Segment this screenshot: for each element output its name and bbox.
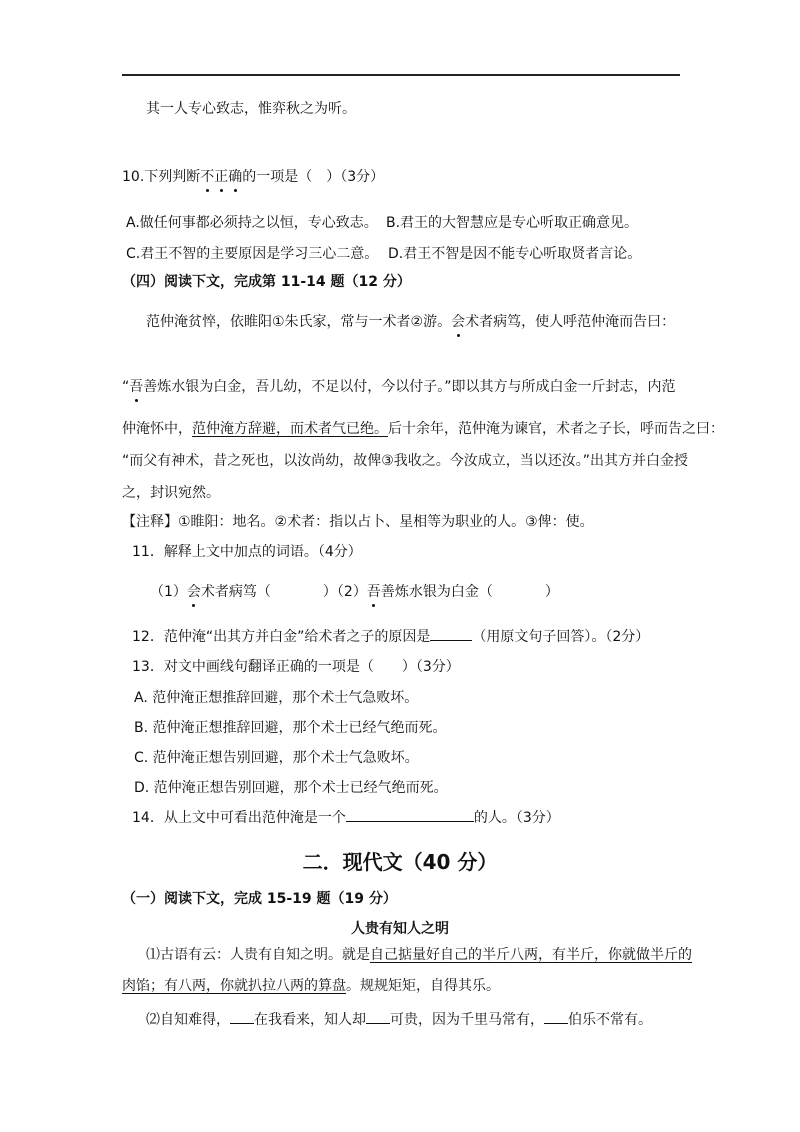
dotted-char: 不 bbox=[200, 169, 215, 185]
passage-line-1: 范仲淹贫悴，依睢阳①朱氏家，常与一术者②游。会术者病笃，使人呼范仲淹而告曰： bbox=[146, 314, 676, 330]
answer-blank[interactable] bbox=[544, 1011, 568, 1024]
dotted-char: 会 bbox=[451, 314, 466, 330]
question-14: 14．从上文中可看出范仲淹是一个 的人。（3分） bbox=[132, 810, 560, 826]
underlined-phrase: 肉馅；有八两，你就扒拉八两的算盘 bbox=[122, 978, 346, 994]
dotted-char: 吾 bbox=[129, 379, 144, 395]
passage-line-5: 之，封识宛然。 bbox=[122, 485, 220, 501]
top-line: 其一人专心致志，惟弈秋之为听。 bbox=[146, 101, 356, 117]
question-11: 11．解释上文中加点的词语。（4分） bbox=[132, 544, 362, 560]
dotted-char: 正 bbox=[214, 169, 229, 185]
question-11-items: （1）会术者病笃（ ）（2）吾善炼水银为白金（ ） bbox=[150, 584, 559, 600]
dotted-char: 吾 bbox=[366, 584, 381, 600]
top-rule bbox=[122, 74, 680, 76]
article-title: 人贵有知人之明 bbox=[351, 921, 449, 937]
section-4-heading: （四）阅读下文，完成第 11-14 题（12 分） bbox=[122, 274, 411, 290]
answer-blank[interactable] bbox=[346, 809, 474, 822]
dotted-char: 确 bbox=[228, 169, 243, 185]
q10-option-a: A.做任何事都必须持之以恒，专心致志。 bbox=[126, 215, 378, 231]
part-2-heading: 二．现代文（40 分） bbox=[302, 850, 498, 874]
answer-blank[interactable] bbox=[230, 1011, 254, 1024]
underlined-sentence: 范仲淹方辞避，而术者气已绝。 bbox=[192, 421, 388, 437]
question-10: 10.下列判断不正确的一项是（ ）（3分） bbox=[122, 169, 385, 185]
answer-blank[interactable] bbox=[430, 628, 472, 641]
q10-option-b: B.君王的大智慧应是专心听取正确意见。 bbox=[386, 215, 639, 231]
article-line-1: ⑴古语有云：人贵有自知之明。就是自己掂量好自己的半斤八两，有半斤，你就做半斤的 bbox=[146, 947, 692, 963]
q13-option-c: C. 范仲淹正想告别回避，那个术士气急败坏。 bbox=[134, 750, 419, 766]
annotation-note: 【注释】①睢阳：地名。②术者：指以占卜、星相等为职业的人。③俾：使。 bbox=[122, 514, 594, 530]
q10-option-c: C.君王不智的主要原因是学习三心二意。 bbox=[126, 246, 379, 262]
q13-option-d: D. 范仲淹正想告别回避，那个术士已经气绝而死。 bbox=[134, 780, 448, 796]
q13-option-a: A. 范仲淹正想推辞回避，那个术士气急败坏。 bbox=[134, 690, 419, 706]
passage-line-3: 仲淹怀中，范仲淹方辞避，而术者气已绝。后十余年，范仲淹为谏官，术者之子长，呼而告之曰： bbox=[122, 421, 724, 437]
passage-line-2: “吾善炼水银为白金，吾儿幼，不足以付，今以付子。”即以其方与所成白金一斤封志，内范 bbox=[122, 379, 676, 395]
question-13: 13．对文中画线句翻译正确的一项是（ ）（3分） bbox=[132, 659, 460, 675]
underlined-phrase: 自己掂量好自己的半斤八两，有半斤，你就做半斤的 bbox=[370, 947, 692, 963]
q10-option-d: D.君王不智是因不能专心听取贤者言论。 bbox=[388, 246, 642, 262]
question-12: 12．范仲淹“出其方并白金”给术者之子的原因是 （用原文句子回答）。（2分） bbox=[132, 629, 650, 645]
article-line-3: ⑵自知难得， 在我看来，知人却 可贵，因为千里马常有， 伯乐不常有。 bbox=[146, 1012, 652, 1028]
q13-option-b: B. 范仲淹正想推辞回避，那个术士已经气绝而死。 bbox=[134, 720, 447, 736]
article-line-2: 肉馅；有八两，你就扒拉八两的算盘。规规矩矩，自得其乐。 bbox=[122, 978, 500, 994]
answer-blank[interactable] bbox=[366, 1011, 390, 1024]
part-2-subheading: （一）阅读下文，完成 15-19 题（19 分） bbox=[122, 891, 397, 907]
dotted-char: 会 bbox=[186, 584, 201, 600]
passage-line-4: “而父有神术，昔之死也，以汝尚幼，故俾③我收之。今汝成立，当以还汝。”出其方并白金授 bbox=[122, 453, 689, 469]
